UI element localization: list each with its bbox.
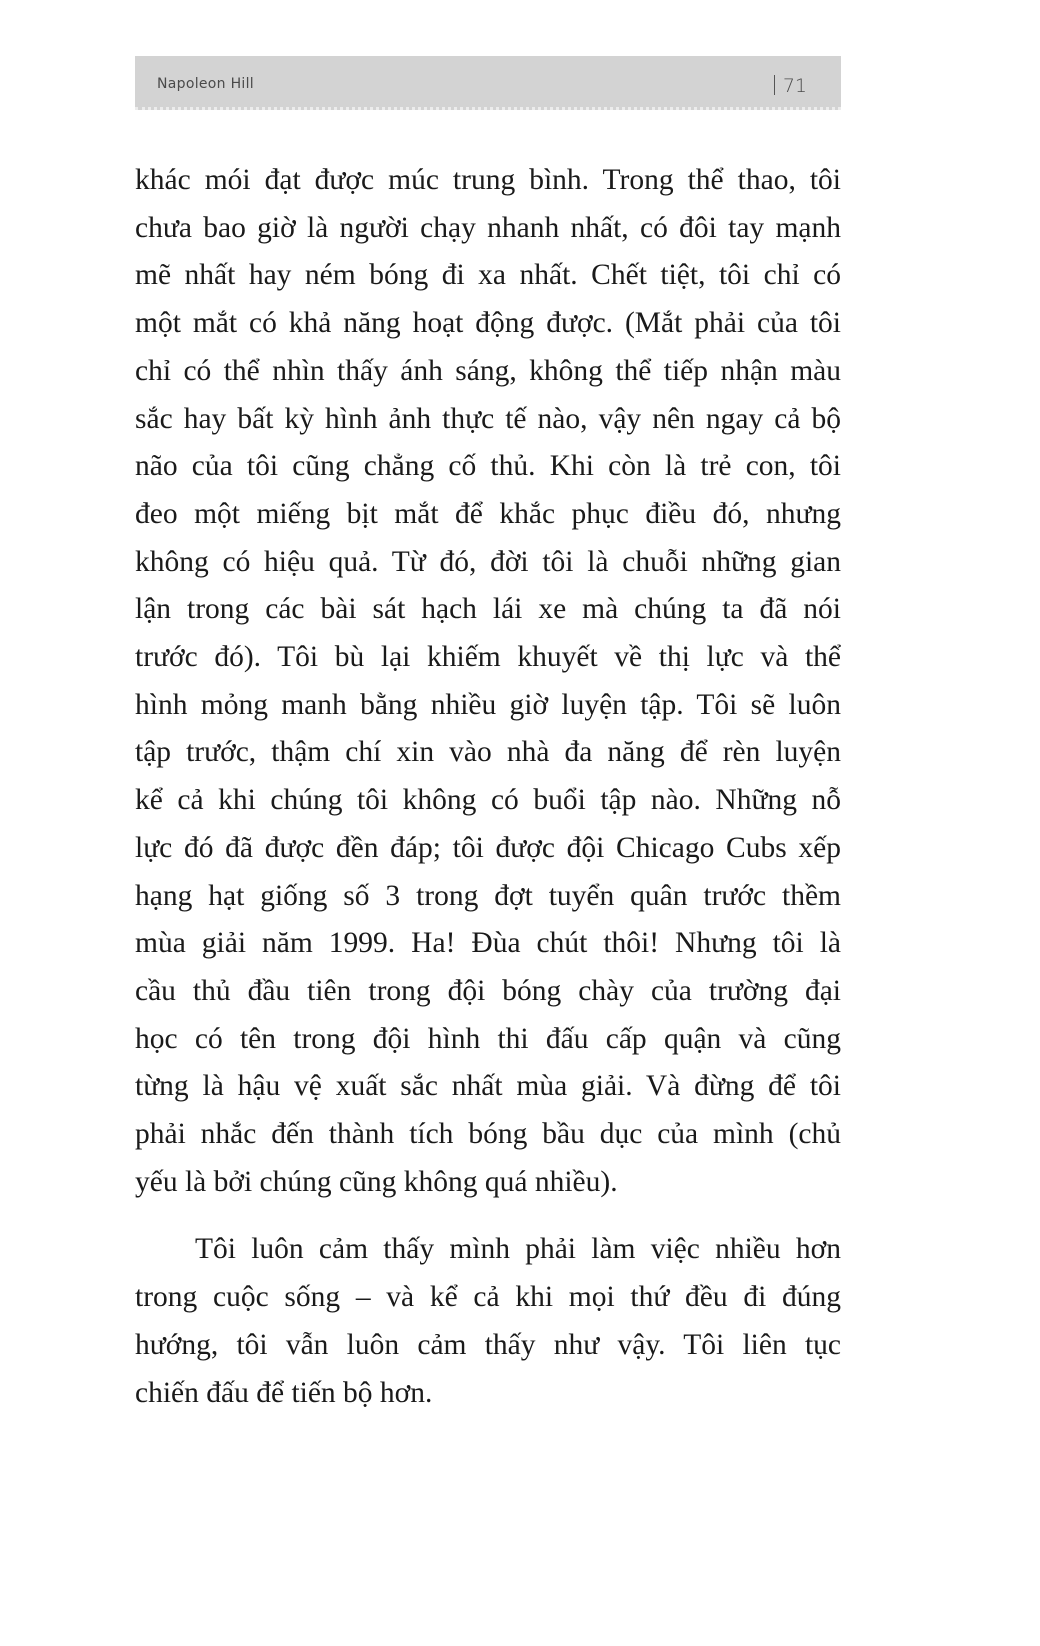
running-header: [135, 56, 841, 110]
text-line: trong cuộc sống – và kể cả khi mọi thứ đều đi đúng: [135, 1281, 841, 1314]
text-line: chỉ có thể nhìn thấy ánh sáng, không thể tiếp nhận màu: [135, 354, 841, 387]
text-line: học có tên trong đội hình thi đấu cấp quận và cũng: [135, 1022, 841, 1055]
paragraph-1: [135, 157, 841, 1206]
paragraph-2: [135, 1226, 841, 1417]
text-line: khác mói đạt được múc trung bình. Trong thể thao, tôi: [135, 164, 841, 196]
page-number: 71: [782, 75, 807, 97]
header-author: Napoleon Hill: [157, 76, 254, 92]
text-line: kể cả khi chúng tôi không có buổi tập nào. Những nỗ: [135, 784, 841, 817]
text-line: lận trong các bài sát hạch lái xe mà chúng ta đã nói: [135, 593, 841, 626]
text-line: đeo một miếng bịt mắt để khắc phục điều đó, nhưng: [135, 497, 841, 530]
page-number-block: [774, 75, 807, 97]
text-line: từng là hậu vệ xuất sắc nhất mùa giải. Và đừng để tôi: [135, 1070, 841, 1103]
text-line: trước đó). Tôi bù lại khiếm khuyết về thị lực và thể: [135, 641, 841, 674]
text-line: một mắt có khả năng hoạt động được. (Mắt phải của tôi: [135, 307, 841, 340]
page-separator: [774, 75, 775, 95]
text-line: Tôi luôn cảm thấy mình phải làm việc nhiều hơn: [195, 1233, 841, 1266]
text-line: yếu là bởi chúng cũng không quá nhiều).: [135, 1165, 618, 1198]
text-line: não của tôi cũng chẳng cố thủ. Khi còn là trẻ con, tôi: [135, 450, 841, 483]
text-line: mẽ nhất hay ném bóng đi xa nhất. Chết tiệt, tôi chỉ có: [135, 259, 841, 292]
text-line: cầu thủ đầu tiên trong đội bóng chày của trường đại: [135, 974, 841, 1007]
body-text: [135, 157, 841, 1417]
text-line: mùa giải năm 1999. Ha! Đùa chút thôi! Nhưng tôi là: [135, 927, 841, 960]
text-line: tập trước, thậm chí xin vào nhà đa năng để rèn luyện: [135, 736, 841, 769]
text-line: hạng hạt giống số 3 trong đợt tuyển quân trước thềm: [135, 879, 841, 912]
text-line: chiến đấu để tiến bộ hơn.: [135, 1376, 433, 1409]
text-line: không có hiệu quả. Từ đó, đời tôi là chuỗi những gian: [135, 545, 841, 578]
text-line: sắc hay bất kỳ hình ảnh thực tế nào, vậy nên ngay cả bộ: [135, 402, 841, 435]
text-line: phải nhắc đến thành tích bóng bầu dục của mình (chủ: [135, 1118, 841, 1151]
text-line: chưa bao giờ là người chạy nhanh nhất, có đôi tay mạnh: [135, 211, 841, 244]
text-line: hình mỏng manh bằng nhiều giờ luyện tập. Tôi sẽ luôn: [135, 688, 841, 721]
text-line: lực đó đã được đền đáp; tôi được đội Chicago Cubs xếp: [135, 831, 841, 864]
text-line: hướng, tôi vẫn luôn cảm thấy như vậy. Tôi liên tục: [135, 1328, 841, 1361]
